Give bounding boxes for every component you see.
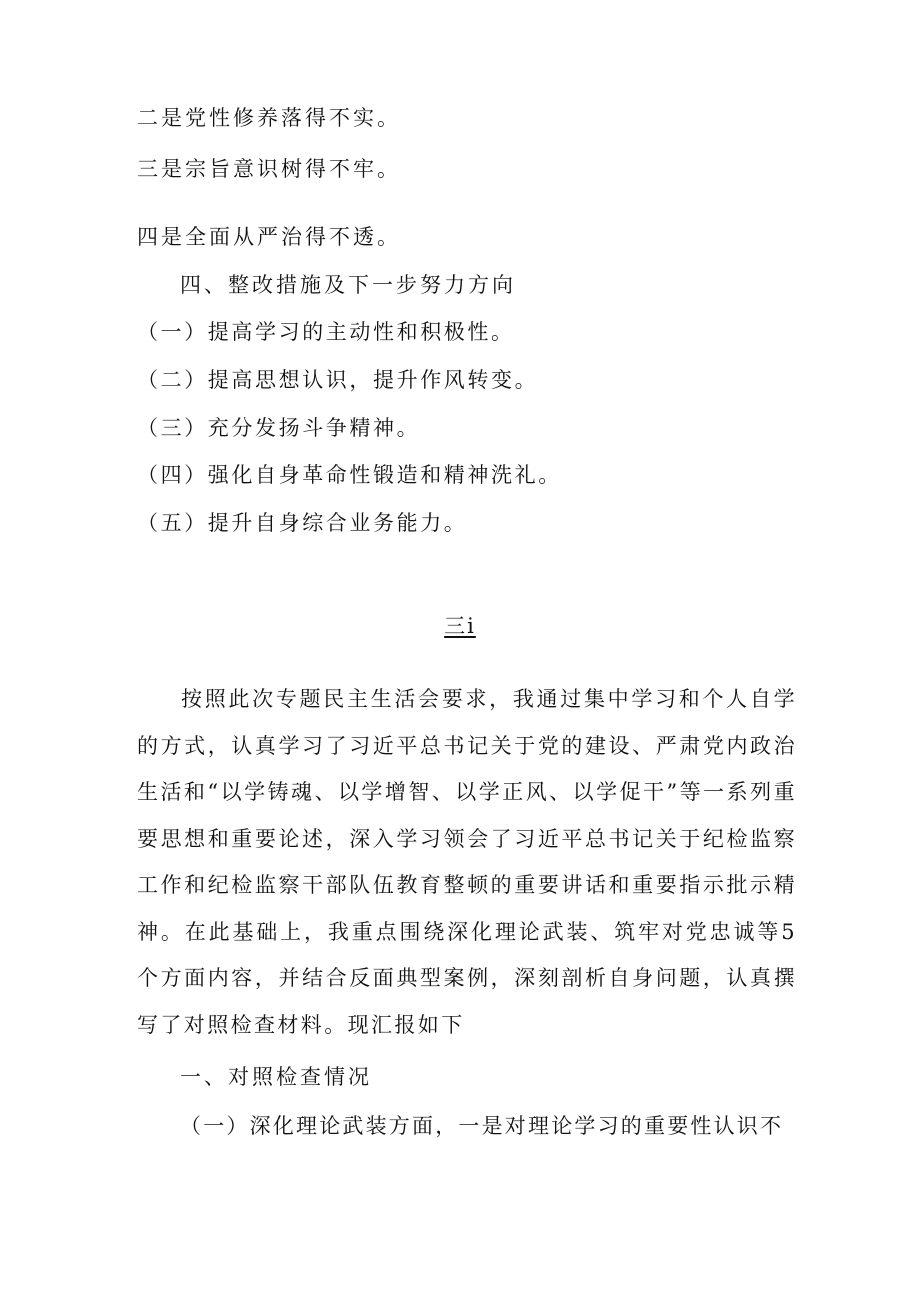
section-4-title: 四、整改措施及下一步努力方向 xyxy=(180,273,516,297)
measure-1: （一）提高学习的主动性和积极性。 xyxy=(137,320,515,344)
measure-5: （五）提升自身综合业务能力。 xyxy=(137,511,468,535)
item-purpose-awareness: 三是宗旨意识树得不牢。 xyxy=(137,157,401,181)
intro-paragraph: 按照此次专题民主生活会要求，我通过集中学习和个人自学的方式，认真学习了习近平总书记关于党的建设、严肃党内政治生活和“以学铸魂、以学增智、以学正风、以学促干”等一系列重要思想和重要论述，深入学习领会了习近平总书记关于纪检监察工作和纪检监察干部队伍教育整顿的重要讲话和重要指示批示精神。在此基础上，我重点围绕深化理论武装、筑牢对党忠诚等5个方面内容，并结合反面典型案例，深刻剖析自身问题，认真撰写了对照检查材料。现汇报如下 xyxy=(137,687,797,1037)
section-1-first-line: （一）深化理论武装方面，一是对理论学习的重要性认识不 xyxy=(180,1114,784,1138)
part-heading xyxy=(0,612,920,640)
measure-3: （三）充分发扬斗争精神。 xyxy=(137,416,421,440)
item-party-spirit: 二是党性修养落得不实。 xyxy=(137,106,401,130)
item-strict-governance: 四是全面从严治得不透。 xyxy=(137,225,401,249)
measure-2: （二）提高思想认识，提升作风转变。 xyxy=(137,368,539,392)
measure-4: （四）强化自身革命性锻造和精神洗礼。 xyxy=(137,463,562,487)
part-heading-text: 三i xyxy=(444,614,476,638)
section-1-title: 一、对照检查情况 xyxy=(180,1065,372,1089)
